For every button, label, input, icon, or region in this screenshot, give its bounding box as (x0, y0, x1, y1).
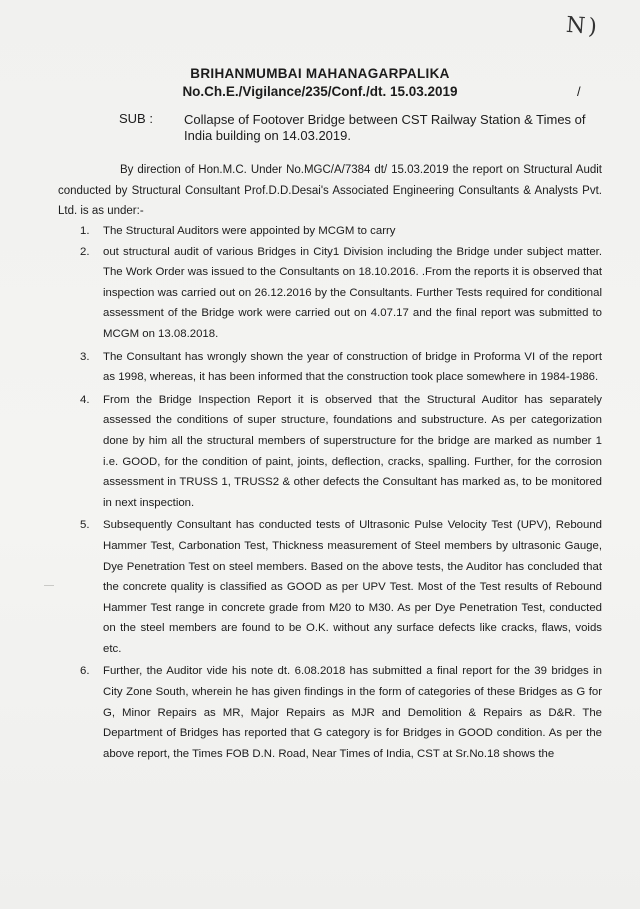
list-item (80, 515, 602, 659)
list-text: out structural audit of various Bridges in City1 Division including the Bridge under subject matter. The Work Order was issued to the Consultants on 18.10.2016. .From the reports it is observed that inspection was carried out on 26.12.2016 by the Consultants. Further Tests required for conditional assessment of the Bridge work were carried out on 4.07.17 and the final report was submitted to MCGM on 13.08.2018. (103, 245, 602, 340)
list-number: 4. (80, 393, 90, 406)
list-item (80, 242, 602, 345)
scan-mark (44, 585, 54, 586)
list-item (80, 347, 602, 388)
findings-list (80, 221, 602, 764)
organization-name: BRIHANMUMBAI MAHANAGARPALIKA (190, 66, 450, 81)
subject-label: SUB : (119, 111, 153, 126)
list-item (80, 390, 602, 514)
list-item (80, 221, 602, 242)
list-text: From the Bridge Inspection Report it is observed that the Structural Auditor has separately assessed the conditions of super structure, foundations and substructure. As per categorization done by him all the structural members of superstructure for the bridge are marked as number 1 i.e. GOOD, for the condition of paint, joints, deflection, cracks, spalling. Further, for the corrosion assessment in TRUSS 1, TRUSS2 & other defects the Consultant has marked as, to be monitored in next inspection. (103, 393, 602, 509)
list-number: 6. (80, 665, 90, 678)
list-number: 5. (80, 519, 90, 532)
reference-number: No.Ch.E./Vigilance/235/Conf./dt. 15.03.2019 (182, 84, 458, 99)
intro-paragraph: By direction of Hon.M.C. Under No.MGC/A/7384 dt/ 15.03.2019 the report on Structural Audit conducted by Structural Consultant Prof.D.D.Desai's Associated Engineering Consultants & Analysts Pvt. Ltd. is as under:- (58, 164, 602, 217)
list-text: The Structural Auditors were appointed by MCGM to carry (103, 225, 396, 237)
list-number: 2. (80, 245, 90, 258)
list-text: Further, the Auditor vide his note dt. 6.08.2018 has submitted a final report for the 39 bridges in City Zone South, wherein he has given findings in the form of categories of these Bridges as G for G, Minor Repairs as MR, Major Repairs as MJR and Demolition & Repairs as D&R. The Department of Bridges has reported that G category is for Bridges in GOOD condition. As per the above report, the Times FOB D.N. Road, Near Times of India, CST at Sr.No.18 shows the (103, 665, 602, 760)
list-text: The Consultant has wrongly shown the year of construction of bridge in Proforma VI of the report as 1998, whereas, it has been informed that the construction took place somewhere in 1984-1986. (103, 350, 602, 384)
subject-text: Collapse of Footover Bridge between CST Railway Station & Times of India building on 14.03.2019. (184, 112, 586, 143)
list-number: 3. (80, 350, 90, 363)
margin-mark: / (577, 84, 581, 99)
list-text: Subsequently Consultant has conducted tests of Ultrasonic Pulse Velocity Test (UPV), Rebound Hammer Test, Carbonation Test, Thickness measurement of Steel members by ultrasonic Gauge, Dye Penetration Test on steel members. Based on the above tests, the Auditor has concluded that the concrete quality is classified as GOOD as per UPV Test. Most of the Test results of Rebound Hammer Test range in concrete grade from M20 to M30. As per Dye Penetration Test, conducted on the steel members are found to be O.K. without any surface defects like cracks, flaws, voids etc. (103, 519, 602, 655)
list-item (80, 661, 602, 764)
list-number: 1. (80, 225, 90, 237)
handwritten-annotation: N) (565, 12, 601, 41)
